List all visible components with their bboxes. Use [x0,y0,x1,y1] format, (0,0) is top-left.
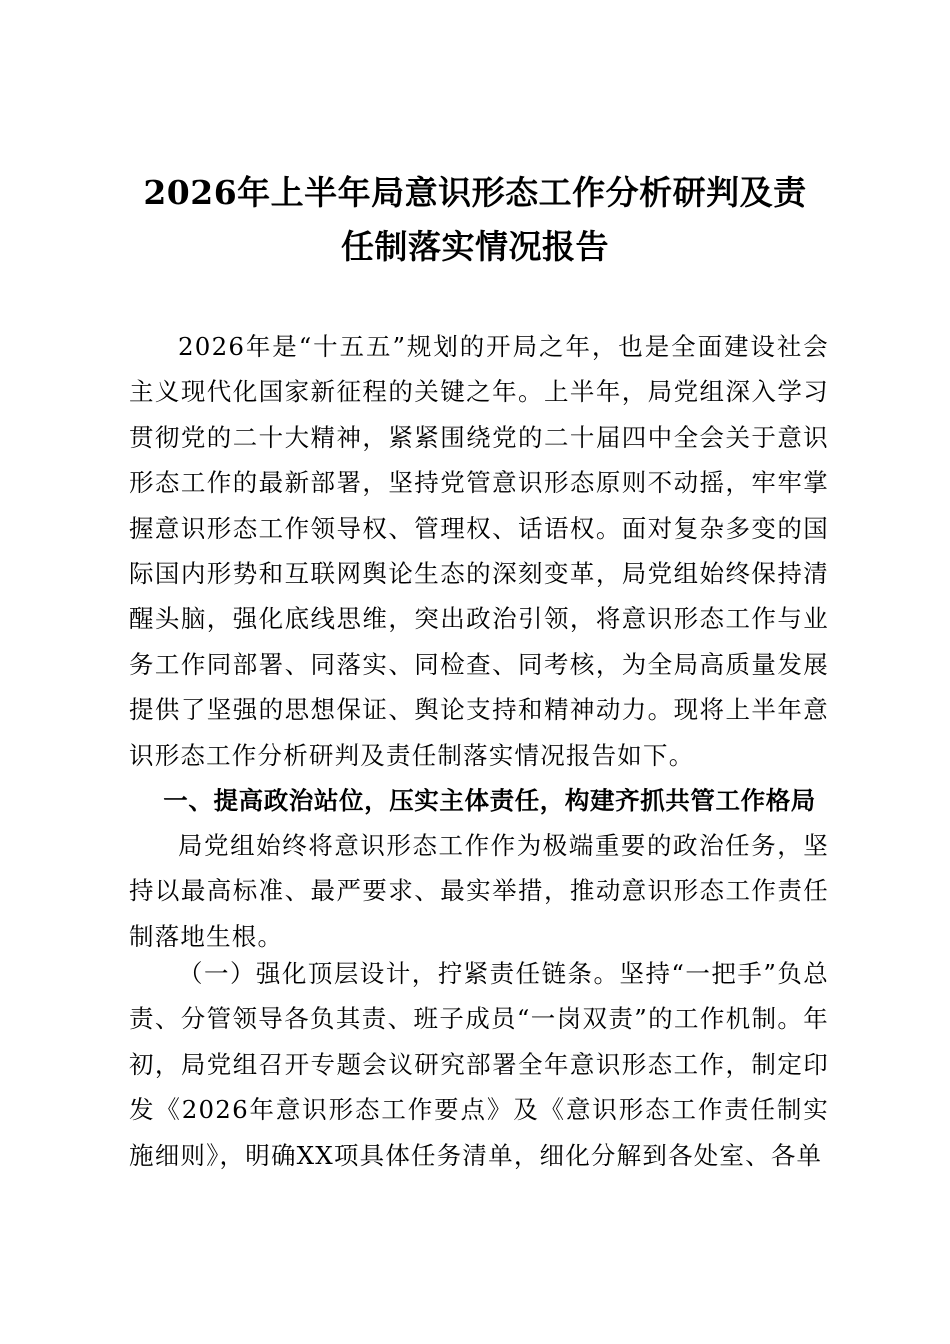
document-title-line-2: 任制落实情况报告 [341,227,609,266]
section-1-paragraph: 局党组始终将意识形态工作作为极端重要的政治任务，坚持以最高标准、最严要求、最实举措，推动意识形态工作责任制落地生根。 [129,831,829,951]
intro-paragraph: 2026年是“十五五”规划的开局之年，也是全面建设社会主义现代化国家新征程的关键之年。上半年，局党组深入学习贯彻党的二十大精神，紧紧围绕党的二十届四中全会关于意识形态工作的最新部署，坚持党管意识形态原则不动摇，牢牢掌握意识形态工作领导权、管理权、话语权。面对复杂多变的国际国内形势和互联网舆论生态的深刻变革，局党组始终保持清醒头脑，强化底线思维，突出政治引领，将意识形态工作与业务工作同部署、同落实、同检查、同考核，为全局高质量发展提供了坚强的思想保证、舆论支持和精神动力。现将上半年意识形态工作分析研判及责任制落实情况报告如下。 [129,332,829,770]
subsection-1-paragraph: （一）强化顶层设计，拧紧责任链条。坚持“一把手”负总责、分管领导各负其责、班子成员“一岗双责”的工作机制。年初，局党组召开专题会议研究部署全年意识形态工作，制定印发《2026年意识形态工作要点》及《意识形态工作责任制实施细则》，明确XX项具体任务清单，细化分解到各处室、各单 [129,959,829,1170]
document-title-line-1: 2026年上半年局意识形态工作分析研判及责 [143,173,807,212]
section-heading-1: 一、提高政治站位，压实主体责任，构建齐抓共管工作格局 [163,786,816,815]
